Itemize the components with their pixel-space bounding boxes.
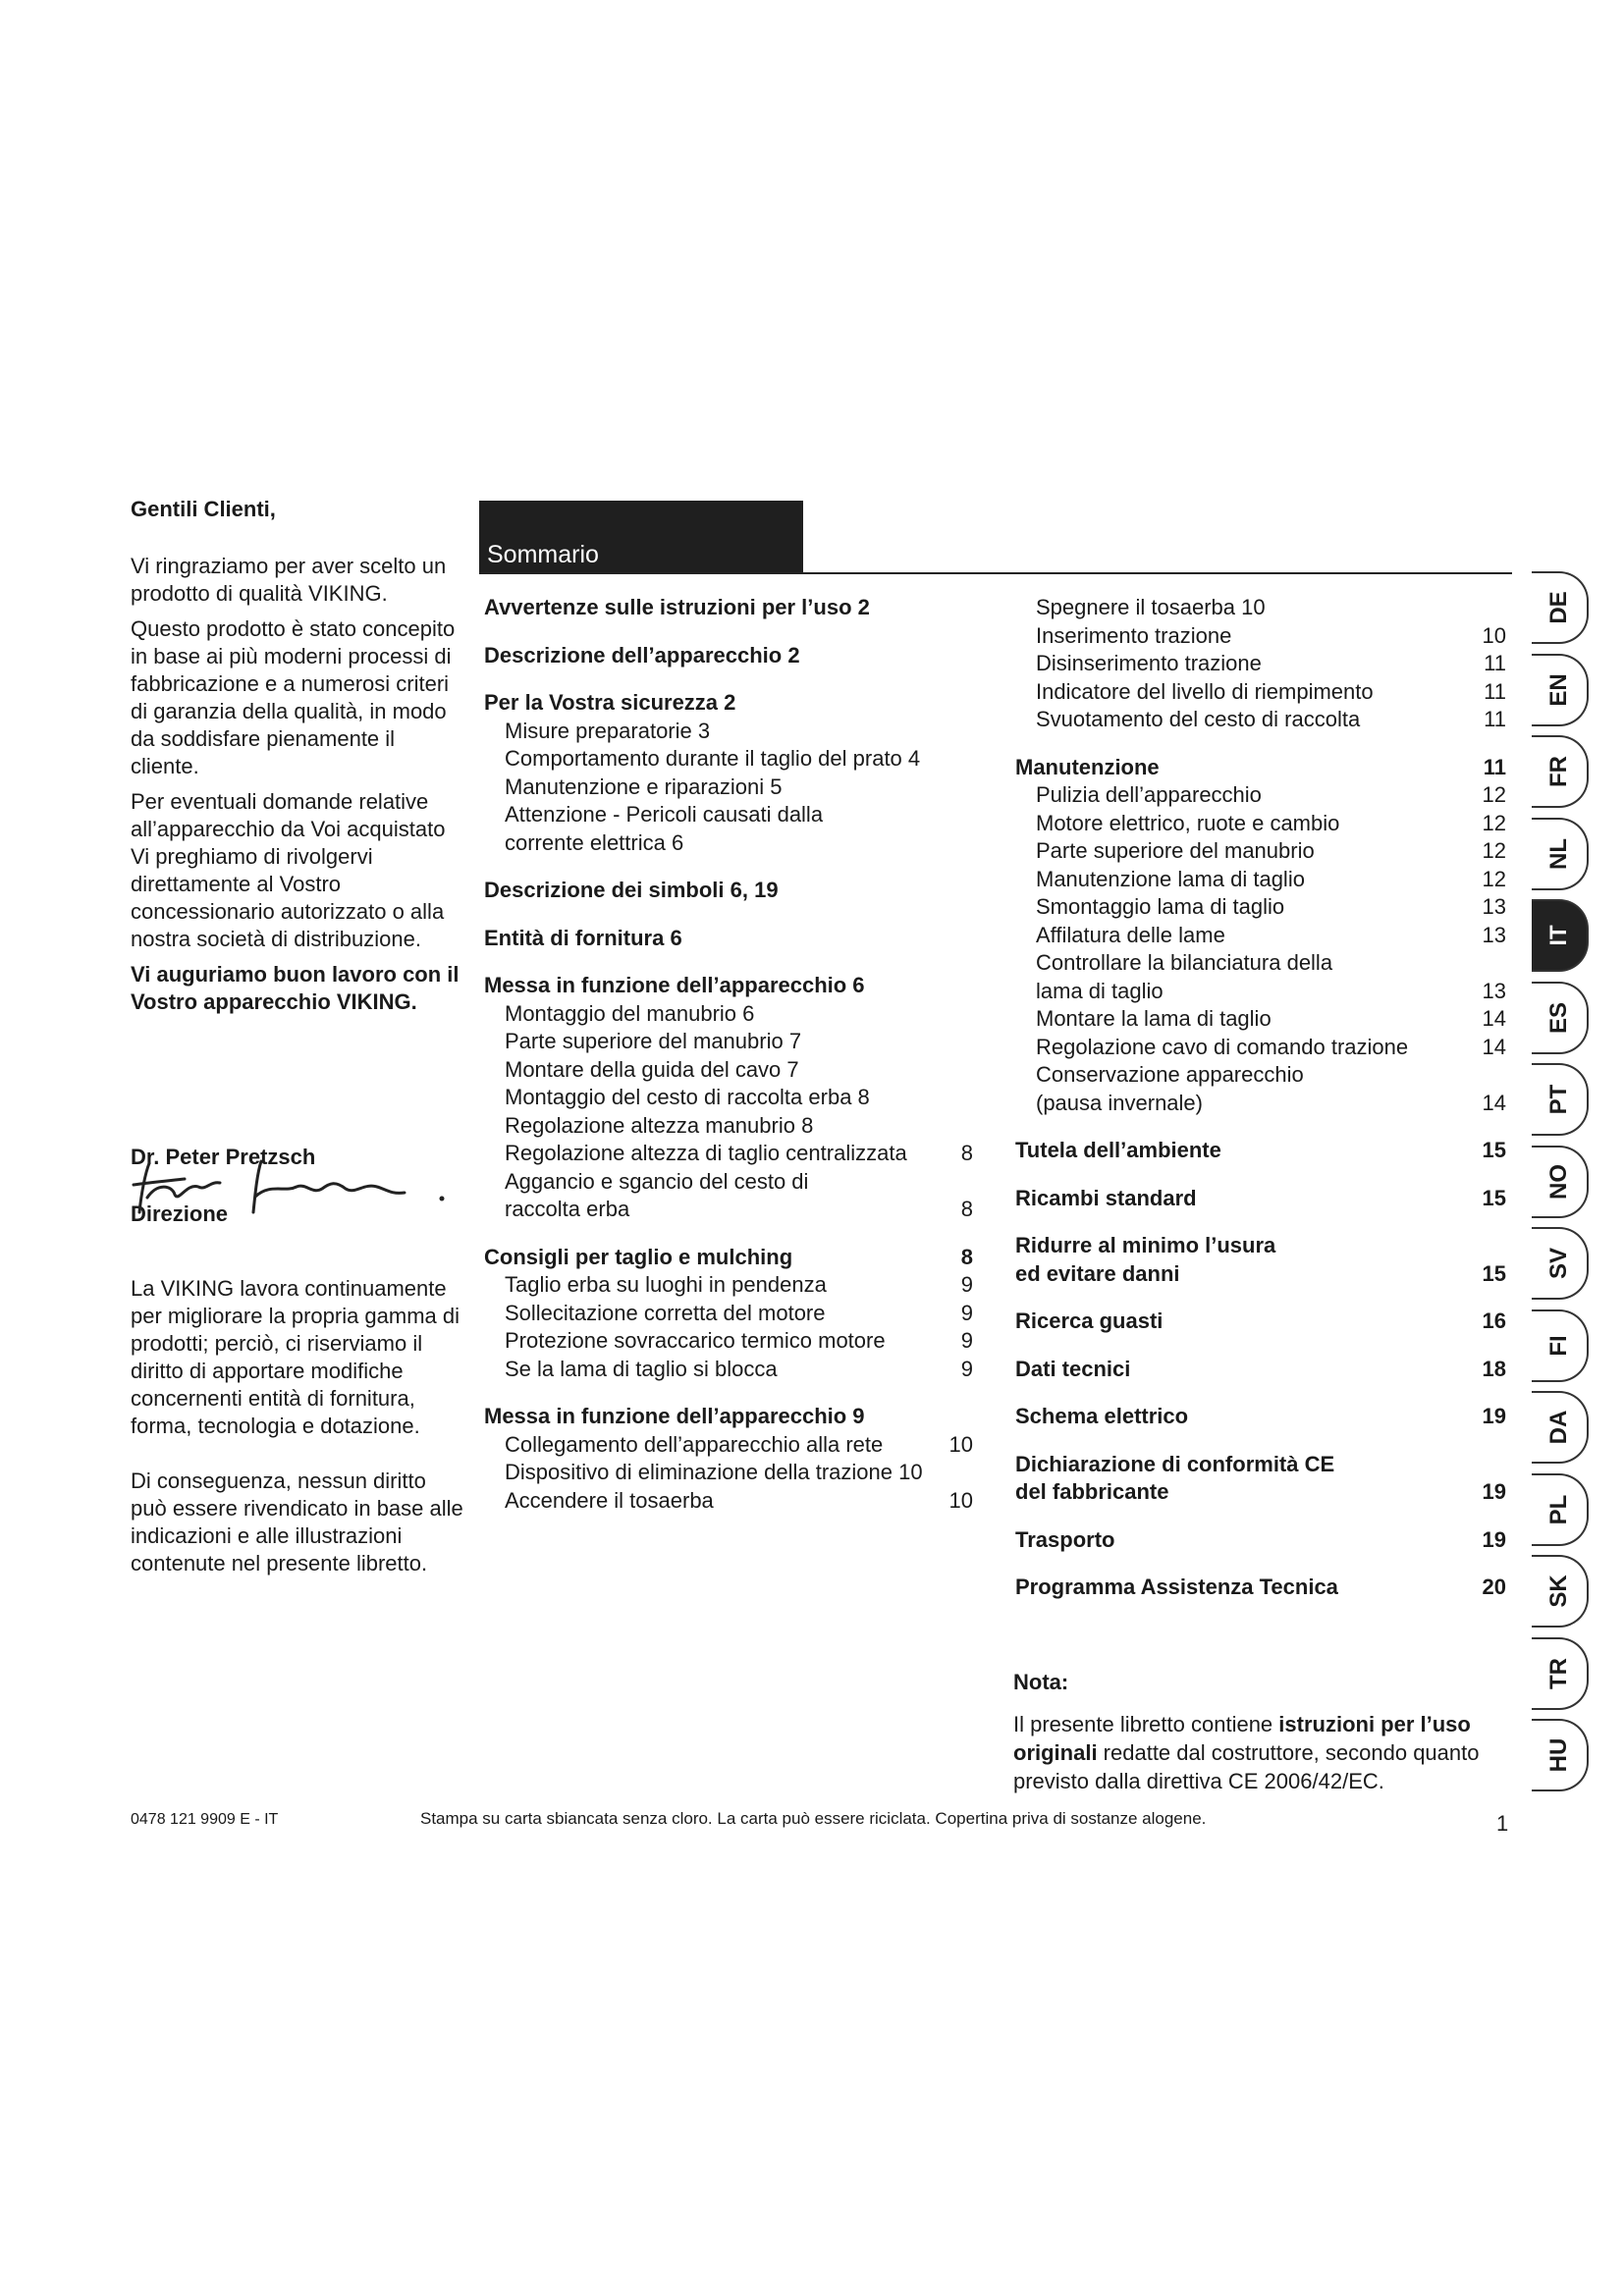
toc-entry-text: lama di taglio xyxy=(1036,978,1164,1003)
toc-entry-text: Descrizione dell’apparecchio 2 xyxy=(484,642,800,667)
toc-entry-text: Avvertenze sulle istruzioni per l’uso 2 xyxy=(484,595,870,619)
toc-entry xyxy=(1015,837,1506,866)
toc-entry-text: Inserimento trazione xyxy=(1036,622,1232,648)
toc-entry-text: Affilatura delle lame xyxy=(1036,922,1225,947)
toc-entry xyxy=(484,718,973,746)
toc-page-number: 19 xyxy=(1482,1526,1506,1552)
toc-entry-text: Smontaggio lama di taglio xyxy=(1036,894,1285,919)
toc-page-number: 8 xyxy=(960,1244,973,1269)
disclaimer-paragraph-2: Di conseguenza, nessun diritto può essere rivendicato in base alle indicazioni e alle illustrazioni contenute nel presente libretto. xyxy=(131,1468,463,1575)
toc-entry-text: Protezione sovraccarico termico motore xyxy=(505,1328,886,1353)
toc-entry-text: Comportamento durante il taglio del prato 4 xyxy=(505,746,921,771)
toc-entry-text: Parte superiore del manubrio 7 xyxy=(505,1029,802,1053)
note-box xyxy=(1013,1669,1524,1795)
language-tab-nl[interactable] xyxy=(1532,818,1589,890)
toc-entry-text: Messa in funzione dell’apparecchio 9 xyxy=(484,1404,865,1428)
intro-paragraph-2: Questo prodotto è stato concepito in base ai più moderni processi di fabbricazione e a numerosi criteri di garanzia della qualità, in modo da soddisfare pienamente il cliente. xyxy=(131,616,456,778)
note-text-part: redatte dal costruttore, secondo quanto previsto dalla direttiva CE 2006/42/EC. xyxy=(1013,1740,1480,1793)
language-tab-label: TR xyxy=(1545,1657,1572,1689)
toc-entry-text: ed evitare danni xyxy=(1015,1260,1180,1286)
toc-entry xyxy=(484,745,973,774)
toc-entry xyxy=(1015,781,1506,810)
language-tab-es[interactable] xyxy=(1532,982,1589,1054)
language-tab-label: EN xyxy=(1545,672,1572,707)
toc-page-number: 10 xyxy=(948,1487,973,1513)
toc-entry-text: Pulizia dell’apparecchio xyxy=(1036,782,1262,807)
toc-page-number: 11 xyxy=(1484,707,1506,731)
toc-page-number: 11 xyxy=(1483,754,1506,779)
language-tab-sv[interactable] xyxy=(1532,1227,1589,1300)
toc-entry-text: Disinserimento trazione xyxy=(1036,651,1262,675)
toc-page-number: 20 xyxy=(1482,1575,1506,1599)
toc-section xyxy=(1015,1232,1506,1260)
toc-entry xyxy=(1015,678,1506,707)
toc-entry xyxy=(484,829,973,858)
toc-entry-text: Dichiarazione di conformità CE xyxy=(1015,1451,1335,1476)
toc-page-number: 19 xyxy=(1482,1479,1506,1504)
toc-entry xyxy=(1015,1061,1506,1090)
toc-page-number: 10 xyxy=(948,1431,973,1457)
toc-entry-text: Montaggio del manubrio 6 xyxy=(505,1000,755,1026)
toc-entry-text: corrente elettrica 6 xyxy=(505,829,684,855)
toc-entry-text: Controllare la bilanciatura della xyxy=(1036,950,1333,975)
toc-section xyxy=(1015,1478,1506,1507)
toc-page-number: 14 xyxy=(1482,1034,1506,1059)
toc-entry-text: Ricerca guasti xyxy=(1015,1308,1164,1333)
toc-entry xyxy=(484,1196,973,1224)
toc-entry-text: Spegnere il tosaerba 10 xyxy=(1036,595,1266,619)
toc-entry xyxy=(1015,622,1506,651)
toc-page-number: 8 xyxy=(960,1141,973,1165)
toc-section xyxy=(1015,1356,1506,1384)
toc-page-number: 14 xyxy=(1482,1090,1506,1115)
toc-entry-text: Se la lama di taglio si blocca xyxy=(505,1356,778,1381)
toc-column-2 xyxy=(1015,594,1506,1602)
toc-entry-text: Parte superiore del manubrio xyxy=(1036,838,1315,863)
toc-entry xyxy=(484,1056,973,1085)
toc-entry-text: Montare della guida del cavo 7 xyxy=(505,1056,799,1082)
language-tab-fi[interactable] xyxy=(1532,1309,1589,1382)
toc-entry xyxy=(1015,650,1506,678)
toc-column-1 xyxy=(484,594,973,1515)
toc-entry-text: Ridurre al minimo l’usura xyxy=(1015,1233,1276,1257)
language-tab-de[interactable] xyxy=(1532,571,1589,644)
toc-entry-text: Per la Vostra sicurezza 2 xyxy=(484,690,736,715)
language-tab-pt[interactable] xyxy=(1532,1063,1589,1136)
toc-section xyxy=(1015,1308,1506,1336)
toc-page-number: 14 xyxy=(1482,1006,1506,1031)
toc-page-number: 11 xyxy=(1484,678,1506,704)
toc-entry-text: Regolazione cavo di comando trazione xyxy=(1036,1034,1409,1059)
language-tab-it[interactable] xyxy=(1532,899,1589,972)
toc-entry-text: Conservazione apparecchio xyxy=(1036,1062,1304,1087)
toc-entry-text: del fabbricante xyxy=(1015,1479,1169,1504)
toc-section xyxy=(484,689,973,718)
toc-entry-text: Indicatore del livello di riempimento xyxy=(1036,678,1374,704)
toc-section xyxy=(484,925,973,953)
header-divider xyxy=(479,572,1512,574)
toc-page-number: 13 xyxy=(1482,978,1506,1003)
language-tab-label: NL xyxy=(1545,837,1572,870)
language-tab-da[interactable] xyxy=(1532,1391,1589,1464)
toc-page-number: 16 xyxy=(1482,1308,1506,1333)
toc-entry-text: (pausa invernale) xyxy=(1036,1090,1203,1115)
toc-entry xyxy=(484,801,973,829)
language-tab-label: PL xyxy=(1545,1494,1572,1524)
signatory-name: Dr. Peter Pretzsch xyxy=(131,1145,316,1169)
intro-paragraph-3: Per eventuali domande relative all’apparecchio da Voi acquistato Vi preghiamo di rivolgervi direttamente al Vostro concessionario autorizzato o alla nostra società di distribuzione. xyxy=(131,789,446,951)
toc-page-number: 12 xyxy=(1482,810,1506,835)
toc-entry xyxy=(1015,1034,1506,1062)
toc-page-number: 13 xyxy=(1482,922,1506,947)
toc-section xyxy=(484,594,973,622)
language-tab-label: SK xyxy=(1545,1575,1572,1608)
toc-page-number: 11 xyxy=(1484,651,1506,675)
toc-section xyxy=(1015,1451,1506,1479)
language-tab-pl[interactable] xyxy=(1532,1473,1589,1546)
toc-entry-text: Regolazione altezza di taglio centralizzata xyxy=(505,1141,907,1165)
note-text xyxy=(1013,1710,1524,1795)
toc-page-number: 9 xyxy=(960,1328,973,1353)
toc-entry xyxy=(1015,1090,1506,1118)
toc-page-number: 15 xyxy=(1482,1185,1506,1210)
language-tab-fr[interactable] xyxy=(1532,735,1589,808)
language-tab-hu[interactable] xyxy=(1532,1719,1589,1791)
toc-entry-text: Dati tecnici xyxy=(1015,1356,1131,1381)
toc-section xyxy=(1015,1574,1506,1602)
toc-entry-text: Accendere il tosaerba xyxy=(505,1487,714,1513)
note-text-emphasis: istruzioni per l’uso originali xyxy=(1013,1712,1471,1765)
toc-entry-text: Aggancio e sgancio del cesto di xyxy=(505,1168,809,1194)
toc-entry xyxy=(484,1140,973,1168)
toc-page-number: 13 xyxy=(1482,894,1506,919)
toc-section xyxy=(484,877,973,905)
signatory-role: Direzione xyxy=(131,1201,229,1226)
toc-entry-text: Consigli per taglio e mulching xyxy=(484,1244,793,1269)
toc-entry-text: Misure preparatorie 3 xyxy=(505,718,711,743)
toc-entry-text: Manutenzione lama di taglio xyxy=(1036,866,1305,891)
toc-page-number: 8 xyxy=(960,1197,973,1221)
language-tab-sk[interactable] xyxy=(1532,1555,1589,1628)
page-number: 1 xyxy=(1496,1811,1509,1836)
toc-entry-text: Collegamento dell’apparecchio alla rete xyxy=(505,1431,884,1457)
toc-section xyxy=(484,1244,973,1272)
language-tab-label: DA xyxy=(1545,1410,1572,1445)
toc-entry xyxy=(484,1327,973,1356)
language-tab-label: FI xyxy=(1545,1334,1572,1357)
toc-entry-text: Attenzione - Pericoli causati dalla xyxy=(505,802,824,827)
document-code: 0478 121 9909 E - IT xyxy=(131,1811,279,1828)
disclaimer-paragraph-1: La VIKING lavora continuamente per migliorare la propria gamma di prodotti; perciò, ci riserviamo il diritto di apportare modifiche concernenti entità di fornitura, forma, tecnologia e dotazione. xyxy=(131,1276,460,1438)
toc-page-number: 18 xyxy=(1482,1356,1506,1381)
toc-page-number: 15 xyxy=(1482,1260,1506,1286)
toc-page-number: 9 xyxy=(960,1272,973,1297)
wish-text: Vi auguriamo buon lavoro con il Vostro apparecchio VIKING. xyxy=(131,962,460,1014)
toc-entry-text: Dispositivo di eliminazione della trazione 10 xyxy=(505,1460,923,1484)
toc-page-number: 9 xyxy=(960,1356,973,1381)
toc-entry xyxy=(484,1356,973,1384)
intro-paragraph-1: Vi ringraziamo per aver scelto un prodotto di qualità VIKING. xyxy=(131,554,447,606)
toc-entry-text: Descrizione dei simboli 6, 19 xyxy=(484,878,779,902)
summary-title: Sommario xyxy=(487,541,599,568)
toc-entry-text: Messa in funzione dell’apparecchio 6 xyxy=(484,973,865,997)
toc-entry-text: raccolta erba xyxy=(505,1197,630,1221)
toc-entry-text: Tutela dell’ambiente xyxy=(1015,1138,1221,1162)
language-tab-en[interactable] xyxy=(1532,654,1589,726)
toc-entry-text: Taglio erba su luoghi in pendenza xyxy=(505,1272,827,1297)
toc-entry-text: Montaggio del cesto di raccolta erba 8 xyxy=(505,1085,870,1109)
greeting: Gentili Clienti, xyxy=(131,497,276,521)
print-note: Stampa su carta sbiancata senza cloro. La carta può essere riciclata. Copertina priva di sostanze alogene. xyxy=(420,1809,1207,1828)
toc-entry-text: Sollecitazione corretta del motore xyxy=(505,1300,826,1325)
toc-section xyxy=(1015,1185,1506,1213)
language-tab-no[interactable] xyxy=(1532,1146,1589,1218)
toc-section xyxy=(1015,1526,1506,1555)
language-tab-label: SV xyxy=(1545,1247,1572,1280)
toc-entry-text: Motore elettrico, ruote e cambio xyxy=(1036,810,1340,835)
language-tab-label: IT xyxy=(1545,925,1572,946)
toc-page-number: 12 xyxy=(1482,866,1506,891)
toc-entry-text: Trasporto xyxy=(1015,1526,1115,1552)
toc-entry-text: Montare la lama di taglio xyxy=(1036,1006,1272,1031)
toc-entry xyxy=(484,1431,973,1460)
language-tab-tr[interactable] xyxy=(1532,1637,1589,1710)
toc-section xyxy=(484,972,973,1000)
toc-page-number: 12 xyxy=(1482,838,1506,863)
toc-entry-text: Ricambi standard xyxy=(1015,1185,1197,1210)
toc-page-number: 15 xyxy=(1482,1138,1506,1162)
summary-header xyxy=(479,501,803,573)
toc-entry xyxy=(484,1487,973,1516)
toc-entry-text: Schema elettrico xyxy=(1015,1404,1189,1428)
language-tab-label: DE xyxy=(1545,591,1572,624)
toc-page-number: 9 xyxy=(960,1300,973,1325)
toc-entry-text: Manutenzione xyxy=(1015,754,1160,779)
note-text-part: Il presente libretto contiene xyxy=(1013,1712,1279,1736)
toc-entry-text: Entità di fornitura 6 xyxy=(484,925,682,950)
toc-section xyxy=(1015,754,1506,782)
toc-entry-text: Svuotamento del cesto di raccolta xyxy=(1036,707,1361,731)
language-tab-label: ES xyxy=(1545,1001,1572,1034)
language-tab-label: NO xyxy=(1545,1163,1572,1200)
toc-entry xyxy=(1015,949,1506,978)
toc-entry xyxy=(484,1271,973,1300)
toc-entry xyxy=(1015,594,1506,622)
toc-section xyxy=(484,642,973,670)
intro-column xyxy=(131,496,464,1585)
toc-entry xyxy=(484,1000,973,1029)
toc-entry-text: Programma Assistenza Tecnica xyxy=(1015,1575,1338,1599)
toc-entry xyxy=(484,1300,973,1328)
toc-page-number: 10 xyxy=(1482,622,1506,648)
toc-entry xyxy=(1015,893,1506,922)
toc-entry xyxy=(1015,866,1506,894)
toc-entry xyxy=(1015,810,1506,838)
toc-entry xyxy=(1015,1005,1506,1034)
toc-section xyxy=(1015,1260,1506,1289)
toc-entry-text: Regolazione altezza manubrio 8 xyxy=(505,1112,814,1138)
toc-section xyxy=(484,1403,973,1431)
toc-page-number: 12 xyxy=(1482,782,1506,807)
toc-entry xyxy=(1015,922,1506,950)
toc-entry xyxy=(484,774,973,802)
toc-page-number: 19 xyxy=(1482,1404,1506,1428)
toc-entry xyxy=(484,1084,973,1112)
toc-section xyxy=(1015,1403,1506,1431)
language-tab-label: HU xyxy=(1545,1737,1572,1773)
toc-section xyxy=(1015,1137,1506,1165)
language-tab-label: FR xyxy=(1545,756,1572,787)
language-tab-label: PT xyxy=(1545,1084,1572,1115)
toc-entry-text: Manutenzione e riparazioni 5 xyxy=(505,774,783,799)
toc-entry xyxy=(484,1168,973,1197)
note-title: Nota: xyxy=(1013,1670,1069,1694)
toc-entry xyxy=(484,1112,973,1141)
handwritten-signature xyxy=(128,1144,461,1232)
toc-entry xyxy=(484,1459,973,1487)
toc-entry xyxy=(1015,706,1506,734)
toc-entry xyxy=(1015,978,1506,1006)
toc-entry xyxy=(484,1028,973,1056)
